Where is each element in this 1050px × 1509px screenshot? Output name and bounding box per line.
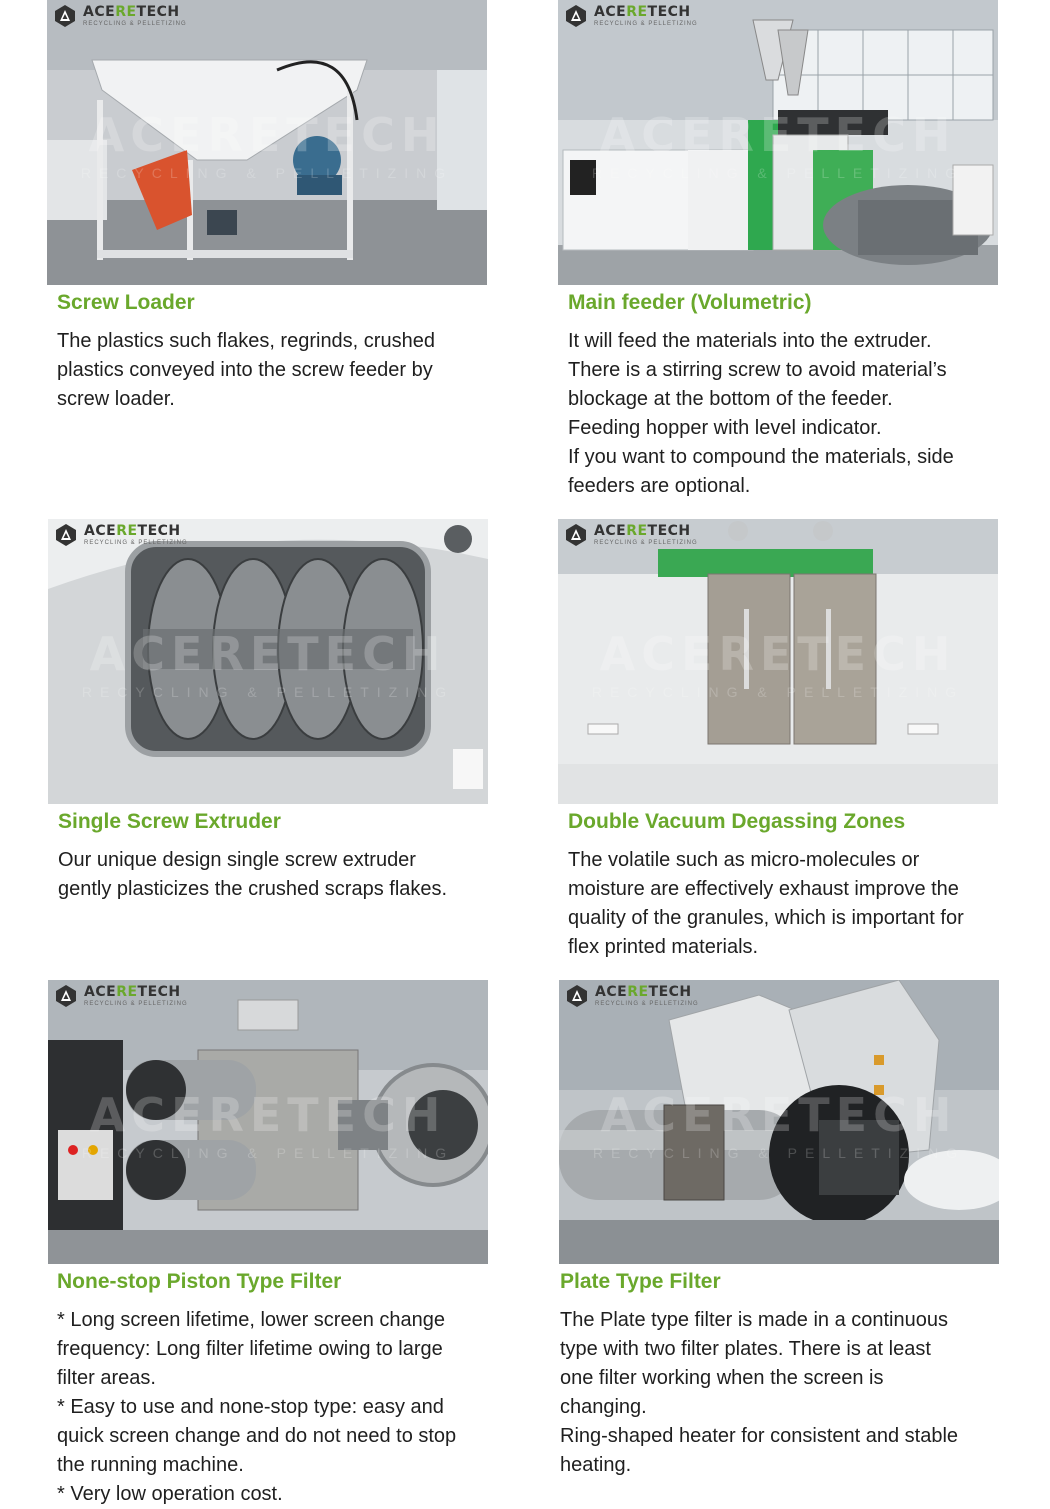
section-line: type with two filter plates. There is at least: [560, 1338, 931, 1360]
section-title: Plate Type Filter: [560, 1270, 721, 1293]
double-vacuum-illustration: [558, 519, 998, 804]
watermark-sub: RECYCLING & PELLETIZING: [80, 165, 454, 182]
section-screw-loader: [47, 0, 487, 414]
section-line: If you want to compound the materials, side: [568, 446, 954, 468]
watermark: ACERETECH: [88, 108, 446, 163]
aceretech-logo-icon: [54, 984, 78, 1008]
section-line: blockage at the bottom of the feeder.: [568, 388, 893, 410]
brand-logo: [54, 984, 188, 1008]
section-line: the running machine.: [57, 1454, 244, 1476]
brand-sub: RECYCLING & PELLETIZING: [595, 1001, 699, 1007]
brand-sub: RECYCLING & PELLETIZING: [84, 540, 188, 546]
section-line: The plastics such flakes, regrinds, crushed: [57, 330, 435, 352]
aceretech-logo-icon: [53, 4, 77, 28]
section-line: screw loader.: [57, 388, 175, 410]
section-line: It will feed the materials into the extruder.: [568, 330, 932, 352]
watermark: ACERETECH: [89, 1087, 447, 1142]
section-line: The volatile such as micro-molecules or: [568, 849, 920, 871]
plate-filter-photo: [559, 980, 999, 1264]
watermark-sub: RECYCLING & PELLETIZING: [591, 684, 965, 701]
section-piston-filter: [48, 980, 488, 1509]
section-line: The Plate type filter is made in a continuous: [560, 1309, 948, 1331]
aceretech-logo-icon: [565, 984, 589, 1008]
brand-name: ACERETECH: [594, 523, 691, 539]
watermark-sub: RECYCLING & PELLETIZING: [592, 1144, 966, 1161]
brand-logo: [565, 984, 699, 1008]
section-title: Main feeder (Volumetric): [568, 291, 812, 314]
section-line: feeders are optional.: [568, 475, 751, 497]
piston-filter-photo: [48, 980, 488, 1264]
section-line: moisture are effectively exhaust improve the: [568, 878, 959, 900]
single-screw-photo: [48, 519, 488, 804]
section-line: one filter working when the screen is: [560, 1367, 884, 1389]
section-title: Double Vacuum Degassing Zones: [568, 810, 906, 833]
brand-name: ACERETECH: [594, 4, 691, 20]
piston-filter-illustration: [48, 980, 488, 1264]
aceretech-logo-icon: [54, 523, 78, 547]
section-line: Feeding hopper with level indicator.: [568, 417, 882, 439]
brand-logo: [53, 4, 187, 28]
brand-sub: RECYCLING & PELLETIZING: [594, 540, 698, 546]
section-line: * Very low operation cost.: [57, 1483, 283, 1505]
double-vacuum-photo: [558, 519, 998, 804]
main-feeder-illustration: [558, 0, 998, 285]
section-line: gently plasticizes the crushed scraps flakes.: [58, 878, 448, 900]
section-line: changing.: [560, 1396, 647, 1418]
section-line: filter areas.: [57, 1367, 156, 1389]
watermark: ACERETECH: [600, 1087, 958, 1142]
section-line: * Long screen lifetime, lower screen change: [57, 1309, 445, 1331]
brand-sub: RECYCLING & PELLETIZING: [83, 21, 187, 27]
section-title: Screw Loader: [57, 291, 195, 314]
section-title: Single Screw Extruder: [58, 810, 281, 833]
section-line: There is a stirring screw to avoid material’s: [568, 359, 947, 381]
brand-sub: RECYCLING & PELLETIZING: [84, 1001, 188, 1007]
brand-logo: [564, 4, 698, 28]
section-line: heating.: [560, 1454, 632, 1476]
section-line: flex printed materials.: [568, 936, 759, 958]
section-double-vacuum: [558, 519, 998, 962]
section-plate-filter: [559, 980, 999, 1480]
brand-name: ACERETECH: [83, 4, 180, 20]
watermark-sub: RECYCLING & PELLETIZING: [81, 1144, 455, 1161]
watermark-sub: RECYCLING & PELLETIZING: [591, 165, 965, 182]
section-line: * Easy to use and none-stop type: easy and: [57, 1396, 444, 1418]
screw-loader-illustration: [47, 0, 487, 285]
watermark-sub: RECYCLING & PELLETIZING: [81, 684, 455, 701]
plate-filter-illustration: [559, 980, 999, 1264]
brand-name: ACERETECH: [84, 984, 181, 1000]
main-feeder-photo: [558, 0, 998, 285]
aceretech-logo-icon: [564, 4, 588, 28]
watermark: ACERETECH: [599, 108, 957, 163]
screw-loader-photo: [47, 0, 487, 285]
watermark: ACERETECH: [89, 627, 447, 682]
section-line: quality of the granules, which is important for: [568, 907, 964, 929]
brand-logo: [564, 523, 698, 547]
section-single-screw-extruder: [48, 519, 488, 904]
section-main-feeder: [558, 0, 998, 501]
brand-name: ACERETECH: [84, 523, 181, 539]
section-line: quick screen change and do not need to stop: [57, 1425, 457, 1447]
brand-name: ACERETECH: [595, 984, 692, 1000]
section-title: None-stop Piston Type Filter: [57, 1270, 342, 1293]
single-screw-illustration: [48, 519, 488, 804]
section-line: Ring-shaped heater for consistent and stable: [560, 1425, 959, 1447]
aceretech-logo-icon: [564, 523, 588, 547]
brand-logo: [54, 523, 188, 547]
section-line: plastics conveyed into the screw feeder by: [57, 359, 433, 381]
brand-sub: RECYCLING & PELLETIZING: [594, 21, 698, 27]
section-line: Our unique design single screw extruder: [58, 849, 416, 871]
section-line: frequency: Long filter lifetime owing to large: [57, 1338, 443, 1360]
watermark: ACERETECH: [599, 627, 957, 682]
